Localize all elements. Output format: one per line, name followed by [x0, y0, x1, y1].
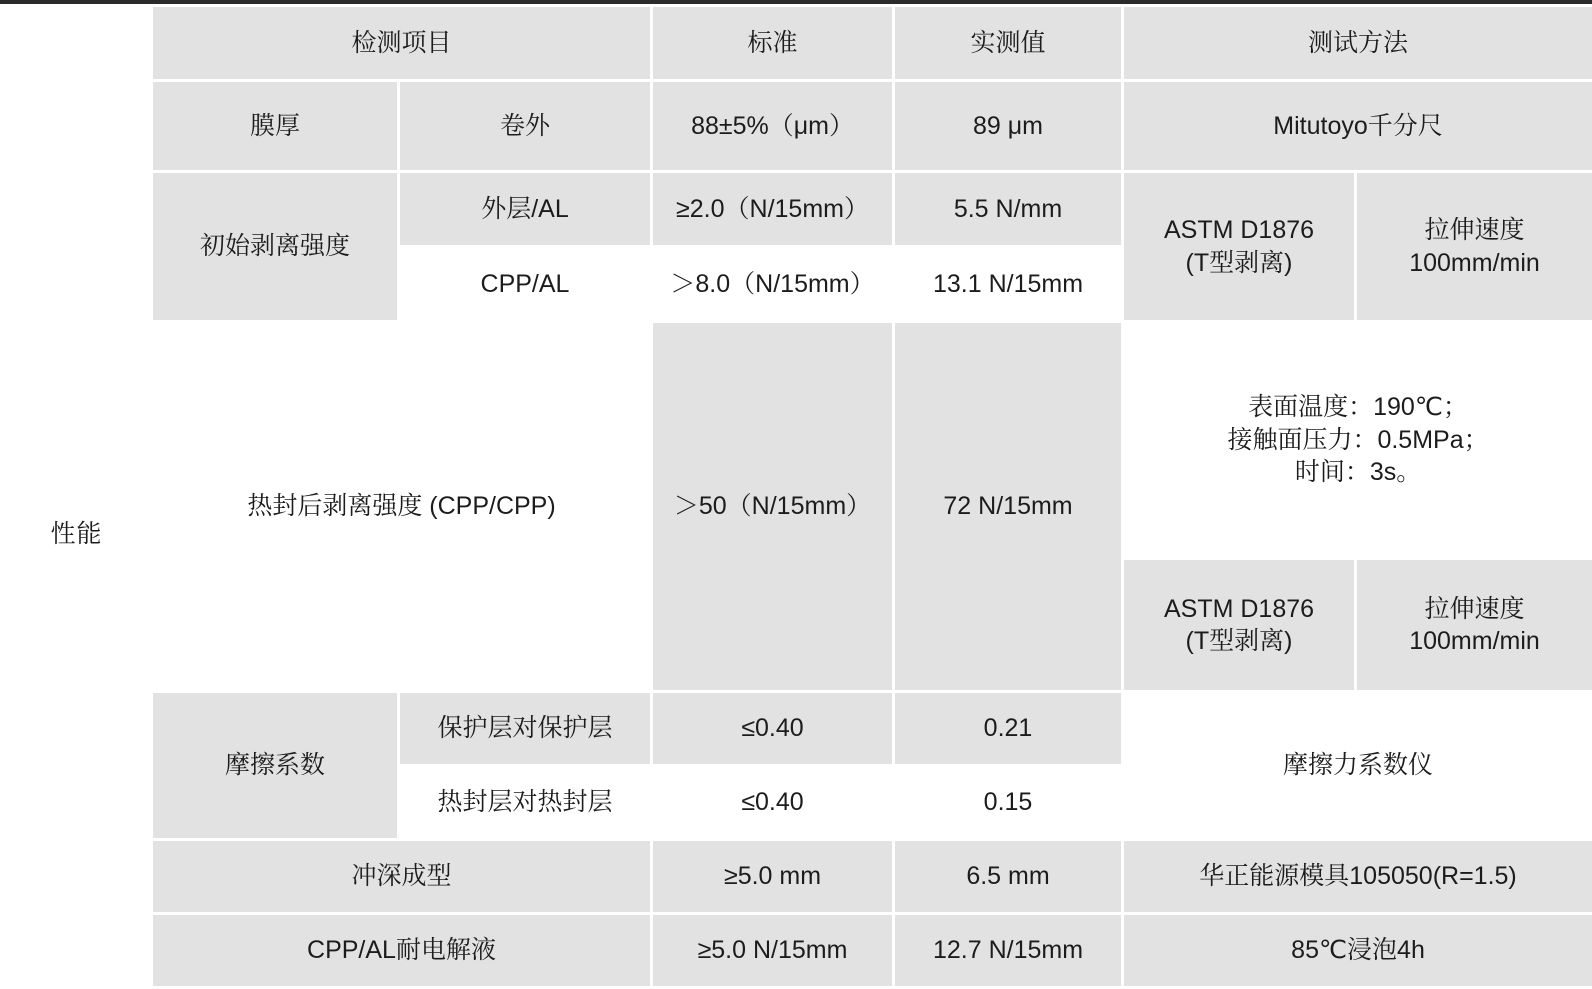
row-initial-peel-measured-1: 5.5 N/mm [894, 172, 1123, 247]
row-thickness-method: Mitutoyo千分尺 [1123, 81, 1592, 172]
row-initial-peel-standard-1: ≥2.0（N/15mm） [652, 172, 894, 247]
row-heatseal-method-conditions [1123, 322, 1592, 559]
method-standard-subtext: (T型剥离) [1124, 247, 1354, 280]
row-initial-peel-sub-1: 外层/AL [399, 172, 652, 247]
method-speed-label: 拉伸速度 [1357, 214, 1592, 247]
row-heatseal-method-standard [1123, 559, 1356, 692]
row-heatseal-method-speed [1356, 559, 1592, 692]
table-row [2, 692, 1592, 766]
table-row [2, 81, 1592, 172]
row-friction-standard-2: ≤0.40 [652, 766, 894, 840]
method-speed-value: 100mm/min [1357, 247, 1592, 280]
header-method: 测试方法 [1123, 6, 1592, 81]
method-condition-temperature: 表面温度：190℃； [1124, 391, 1592, 424]
method-speed-value: 100mm/min [1357, 625, 1592, 658]
header-corner-blank [2, 6, 152, 81]
row-initial-peel-name: 初始剥离强度 [152, 172, 399, 322]
table-header-row [2, 6, 1592, 81]
row-friction-sub-2: 热封层对热封层 [399, 766, 652, 840]
row-friction-name: 摩擦系数 [152, 692, 399, 840]
row-heatseal-name: 热封后剥离强度 (CPP/CPP) [152, 322, 652, 692]
row-forming-method: 华正能源模具105050(R=1.5) [1123, 840, 1592, 914]
row-heatseal-standard: ＞50（N/15mm） [652, 322, 894, 692]
table-row [2, 914, 1592, 988]
row-thickness-standard: 88±5%（μm） [652, 81, 894, 172]
method-standard-subtext: (T型剥离) [1124, 625, 1354, 658]
header-item: 检测项目 [152, 6, 652, 81]
row-heatseal-measured: 72 N/15mm [894, 322, 1123, 692]
side-label-text: 性能 [50, 520, 102, 548]
row-friction-standard-1: ≤0.40 [652, 692, 894, 766]
performance-spec-table [0, 4, 1592, 989]
table-row [2, 840, 1592, 914]
method-standard-text: ASTM D1876 [1124, 214, 1354, 247]
row-friction-method: 摩擦力系数仪 [1123, 692, 1592, 840]
row-forming-standard: ≥5.0 mm [652, 840, 894, 914]
method-condition-pressure: 接触面压力：0.5MPa； [1124, 424, 1592, 457]
row-thickness-name: 膜厚 [152, 81, 399, 172]
header-measured: 实测值 [894, 6, 1123, 81]
row-electrolyte-method: 85℃浸泡4h [1123, 914, 1592, 988]
row-forming-measured: 6.5 mm [894, 840, 1123, 914]
row-initial-peel-measured-2: 13.1 N/15mm [894, 247, 1123, 322]
method-condition-time: 时间：3s。 [1124, 456, 1592, 489]
row-thickness-sub: 卷外 [399, 81, 652, 172]
row-electrolyte-name: CPP/AL耐电解液 [152, 914, 652, 988]
side-label-performance [2, 81, 152, 988]
method-speed-label: 拉伸速度 [1357, 593, 1592, 626]
row-friction-sub-1: 保护层对保护层 [399, 692, 652, 766]
row-electrolyte-measured: 12.7 N/15mm [894, 914, 1123, 988]
method-standard-text: ASTM D1876 [1124, 593, 1354, 626]
row-initial-peel-method-standard [1123, 172, 1356, 322]
row-initial-peel-method-speed [1356, 172, 1592, 322]
row-forming-name: 冲深成型 [152, 840, 652, 914]
row-initial-peel-sub-2: CPP/AL [399, 247, 652, 322]
row-initial-peel-standard-2: ＞8.0（N/15mm） [652, 247, 894, 322]
row-electrolyte-standard: ≥5.0 N/15mm [652, 914, 894, 988]
row-thickness-measured: 89 μm [894, 81, 1123, 172]
table-row [2, 322, 1592, 559]
row-friction-measured-2: 0.15 [894, 766, 1123, 840]
row-friction-measured-1: 0.21 [894, 692, 1123, 766]
header-standard: 标准 [652, 6, 894, 81]
table-row [2, 172, 1592, 247]
